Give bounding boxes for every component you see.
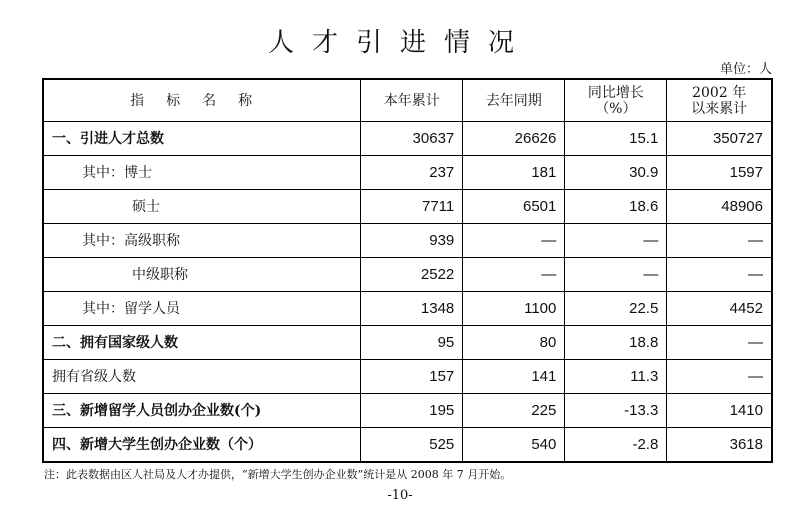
cell-growth: -13.3: [565, 394, 667, 428]
cell-current: 2522: [361, 258, 463, 292]
cell-cumulative: —: [667, 360, 772, 394]
table-row: [43, 428, 772, 463]
cell-previous: 225: [463, 394, 565, 428]
cell-previous: 540: [463, 428, 565, 463]
cell-cumulative: 4452: [667, 292, 772, 326]
row-label: 二、拥有国家级人数: [43, 326, 361, 360]
cell-growth: 18.6: [565, 190, 667, 224]
row-label: 中级职称: [43, 258, 361, 292]
table-row: [43, 190, 772, 224]
cell-current: 237: [361, 156, 463, 190]
header-cumulative-line1: 2002 年: [692, 84, 747, 101]
cell-cumulative: —: [667, 326, 772, 360]
row-label: 三、新增留学人员创办企业数(个): [43, 394, 361, 428]
header-growth-line1: 同比增长: [587, 84, 644, 101]
cell-current: 939: [361, 224, 463, 258]
cell-growth: 22.5: [565, 292, 667, 326]
table-row: [43, 292, 772, 326]
cell-previous: —: [463, 258, 565, 292]
table-row: [43, 326, 772, 360]
row-label: 其中：博士: [43, 156, 361, 190]
row-label: 其中：留学人员: [43, 292, 361, 326]
header-growth-line2: （%）: [595, 100, 637, 117]
table-row: [43, 156, 772, 190]
row-label: 一、引进人才总数: [43, 122, 361, 156]
table-row: [43, 122, 772, 156]
cell-previous: —: [463, 224, 565, 258]
header-current-year: 本年累计: [361, 79, 463, 122]
header-cumulative: [667, 79, 772, 122]
header-growth: [565, 79, 667, 122]
cell-growth: —: [565, 224, 667, 258]
cell-current: 30637: [361, 122, 463, 156]
cell-growth: -2.8: [565, 428, 667, 463]
row-label: 其中：高级职称: [43, 224, 361, 258]
cell-cumulative: 1597: [667, 156, 772, 190]
cell-growth: 11.3: [565, 360, 667, 394]
cell-cumulative: 1410: [667, 394, 772, 428]
cell-growth: 18.8: [565, 326, 667, 360]
table-row: [43, 224, 772, 258]
cell-growth: 30.9: [565, 156, 667, 190]
cell-previous: 26626: [463, 122, 565, 156]
cell-cumulative: —: [667, 224, 772, 258]
cell-current: 7711: [361, 190, 463, 224]
header-indicator-name: 指标名称: [43, 79, 361, 122]
cell-growth: 15.1: [565, 122, 667, 156]
cell-current: 1348: [361, 292, 463, 326]
unit-label: 单位：人: [719, 62, 772, 77]
cell-current: 95: [361, 326, 463, 360]
cell-growth: —: [565, 258, 667, 292]
table-row: [43, 258, 772, 292]
page-title: 人才引进情况: [267, 28, 532, 58]
cell-cumulative: 350727: [667, 122, 772, 156]
header-previous-year: 去年同期: [463, 79, 565, 122]
row-label: 硕士: [43, 190, 361, 224]
header-cumulative-line2: 以来累计: [691, 100, 748, 117]
cell-previous: 181: [463, 156, 565, 190]
cell-cumulative: 48906: [667, 190, 772, 224]
page-number: -10-: [387, 488, 413, 503]
cell-current: 525: [361, 428, 463, 463]
cell-previous: 6501: [463, 190, 565, 224]
cell-cumulative: —: [667, 258, 772, 292]
cell-previous: 141: [463, 360, 565, 394]
cell-current: 157: [361, 360, 463, 394]
cell-previous: 80: [463, 326, 565, 360]
cell-current: 195: [361, 394, 463, 428]
cell-previous: 1100: [463, 292, 565, 326]
row-label: 四、新增大学生创办企业数（个）: [43, 428, 361, 463]
talent-table: [42, 78, 773, 463]
table-row: [43, 360, 772, 394]
table-row: [43, 394, 772, 428]
footnote: 注：此表数据由区人社局及人才办提供，“新增大学生创办企业数”统计是从 2008 年 7 月开始。: [44, 468, 512, 481]
table-header-row: [43, 79, 772, 122]
cell-cumulative: 3618: [667, 428, 772, 463]
row-label: 拥有省级人数: [43, 360, 361, 394]
